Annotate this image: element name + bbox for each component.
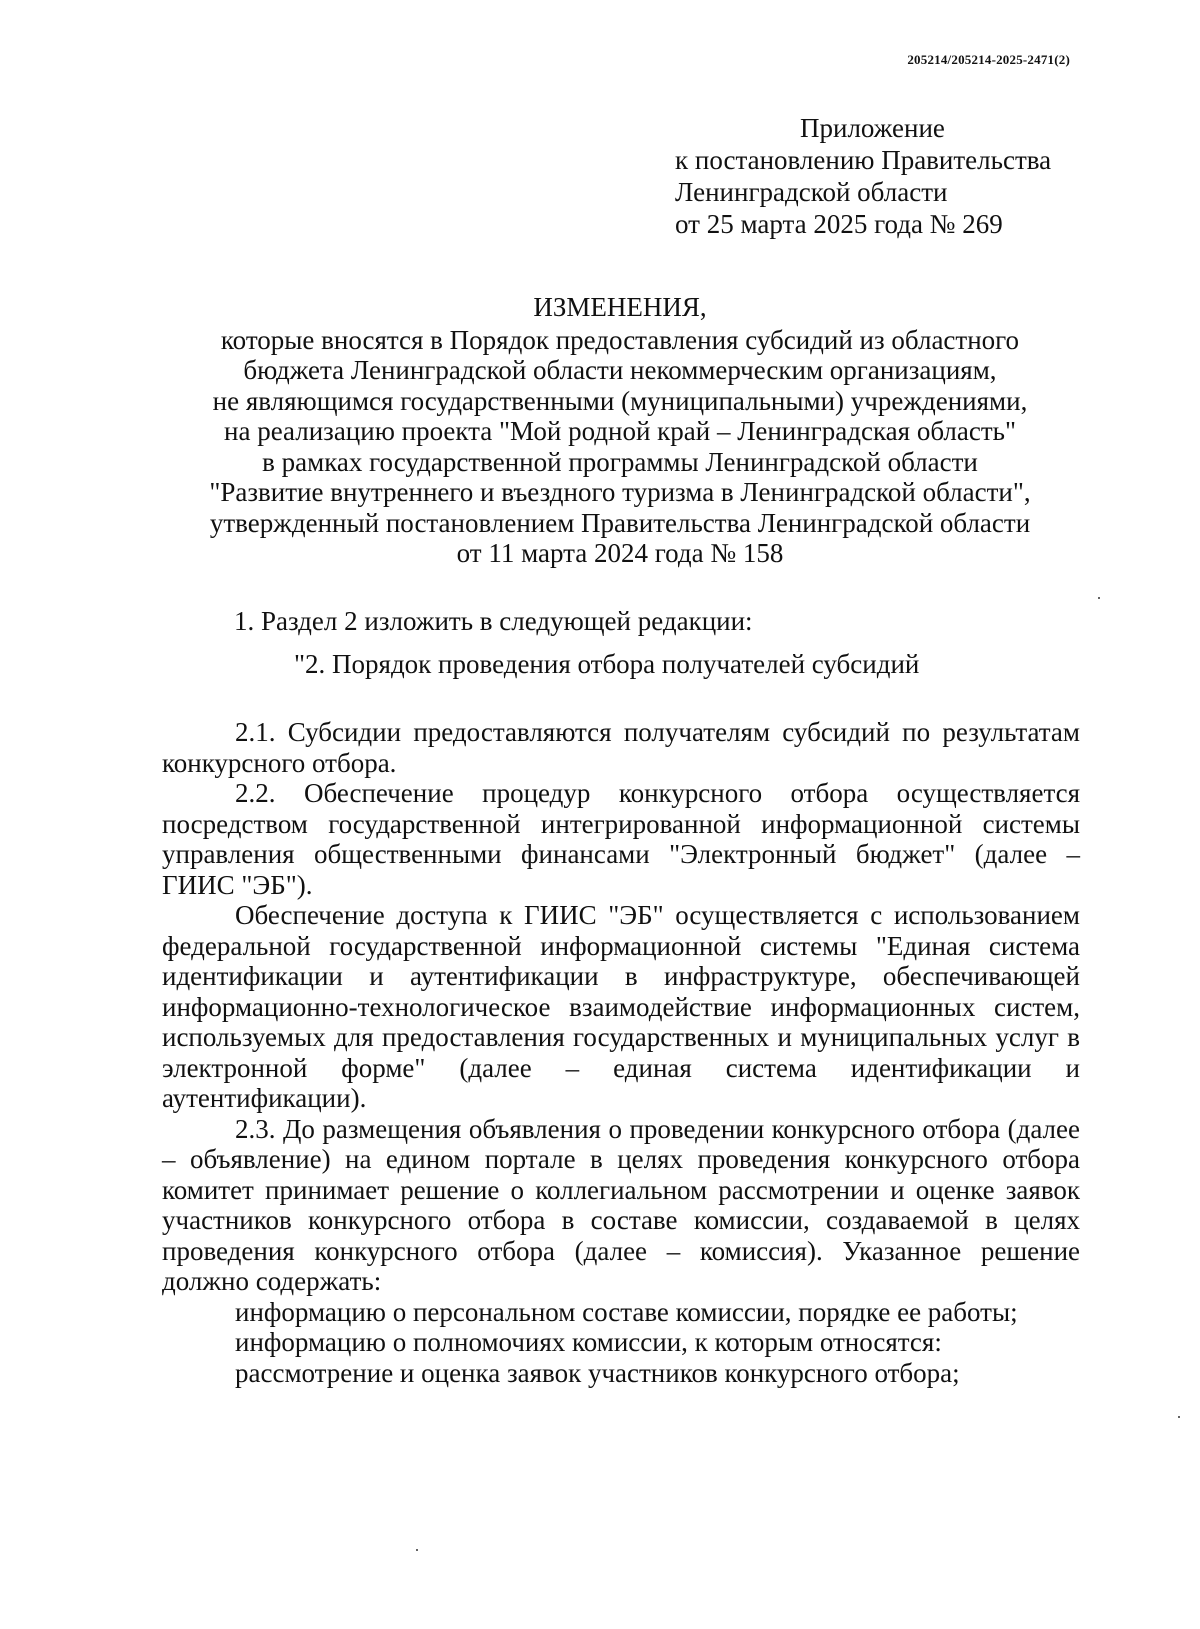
list-item: информацию о полномочиях комиссии, к которым относятся: — [235, 1327, 942, 1357]
paragraph-2-1: 2.1. Субсидии предоставляются получателям субсидий по результатам конкурсного отбора. — [162, 717, 1080, 778]
list-item: информацию о персональном составе комиссии, порядке ее работы; — [235, 1296, 1018, 1327]
paragraph-2-2: 2.2. Обеспечение процедур конкурсного отбора осуществляется посредством государственной интегрированной информационной системы управления общественными финансами "Электронный бюджет" (далее – ГИИС "ЭБ"). — [162, 778, 1080, 900]
appendix-block — [675, 112, 1051, 240]
heading-line: утвержденный постановлением Правительства Ленинградской области — [209, 507, 1031, 538]
appendix-line-region: Ленинградской области — [675, 177, 948, 207]
heading-title: ИЗМЕНЕНИЯ, — [533, 292, 707, 322]
document-heading — [160, 292, 1080, 569]
list-item: рассмотрение и оценка заявок участников конкурсного отбора; — [235, 1357, 960, 1388]
paragraph-2-3: 2.3. До размещения объявления о проведении конкурсного отбора (далее – объявление) на едином портале в целях проведения конкурсного отбора комитет принимает решение о коллегиальном рассмотрении и оценке заявок участников конкурсного отбора в составе комиссии, создаваемой в целях проведения конкурсного отбора (далее – комиссия). Указанное решение должно содержать: — [162, 1113, 1080, 1296]
heading-line: бюджета Ленинградской области некоммерческим организациям, — [243, 355, 997, 385]
appendix-line-resolution: к постановлению Правительства — [675, 145, 1052, 175]
heading-line: "Развитие внутреннего и въездного туризма в Ленинградской области", — [209, 477, 1031, 507]
document-id: 205214/205214-2025-2471(2) — [907, 52, 1070, 67]
scan-speck — [1178, 1416, 1180, 1418]
heading-line: на реализацию проекта "Мой родной край – Ленинградская область" — [224, 416, 1016, 446]
heading-line: от 11 марта 2024 года № 158 — [456, 538, 784, 568]
paragraph-2-2-access: Обеспечение доступа к ГИИС "ЭБ" осуществляется с использованием федеральной государственной информационной системы "Единая система идентификации и аутентификации в инфраструктуре, обеспечивающей информационно-технологическое взаимодействие информационных систем, используемых для предоставления государственных и муниципальных услуг в электронной форме" (далее – единая система идентификации и аутентификации). — [162, 900, 1080, 1113]
heading-line: которые вносятся в Порядок предоставления субсидий из областного — [220, 324, 1020, 355]
appendix-line-date: от 25 марта 2025 года № 269 — [675, 209, 1003, 239]
item-1: 1. Раздел 2 изложить в следующей редакции: — [234, 606, 753, 636]
heading-line: в рамках государственной программы Ленинградской области — [262, 446, 978, 477]
heading-line: не являющимся государственными (муниципальными) учреждениями, — [212, 385, 1028, 416]
document-body — [162, 606, 1080, 1388]
scan-speck — [1098, 597, 1100, 599]
scan-speck — [416, 1549, 418, 1551]
section-title: "2. Порядок проведения отбора получателей субсидий — [294, 648, 920, 679]
appendix-title: Приложение — [800, 113, 945, 143]
